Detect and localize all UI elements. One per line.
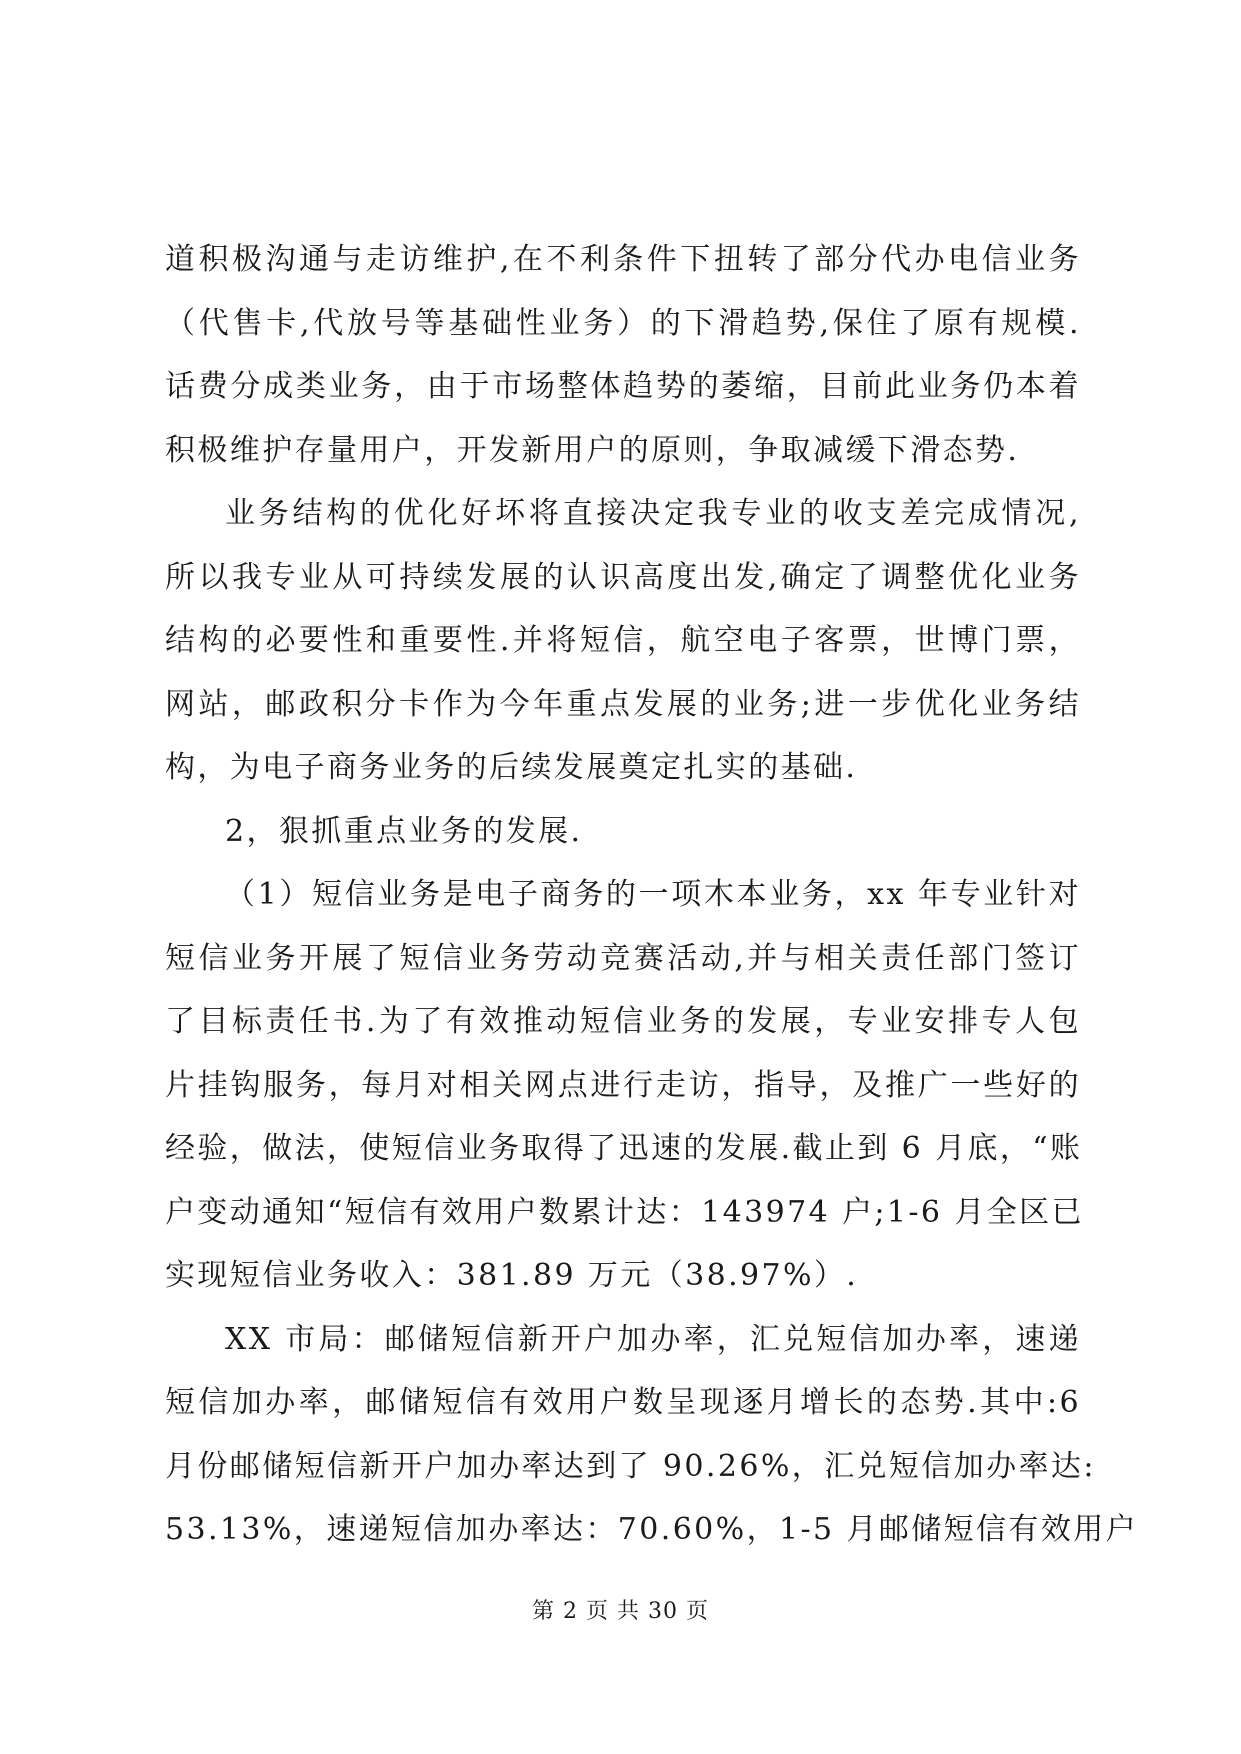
body-text xyxy=(165,228,1139,1562)
text-line: 话费分成类业务，由于市场整体趋势的萎缩，目前此业务仍本着 xyxy=(165,369,1081,404)
text-line: 积极维护存量用户，开发新用户的原则，争取减缓下滑态势. xyxy=(165,432,1020,468)
text-line: （1）短信业务是电子商务的一项木本业务，xx 年专业针对 xyxy=(225,877,1081,912)
text-line: 短信业务开展了短信业务劳动竞赛活动,并与相关责任部门签订 xyxy=(165,940,1081,976)
text-line: 片挂钩服务，每月对相关网点进行走访，指导，及推广一些好的 xyxy=(165,1067,1081,1103)
text-line: （代售卡,代放号等基础性业务）的下滑趋势,保住了原有规模. xyxy=(165,305,1081,341)
text-line: 了目标责任书.为了有效推动短信业务的发展，专业安排专人包 xyxy=(165,1004,1081,1039)
text-line: 2，狠抓重点业务的发展. xyxy=(225,813,583,849)
text-line: 经验，做法，使短信业务取得了迅速的发展.截止到 6 月底，“账 xyxy=(165,1131,1083,1166)
text-line: 实现短信业务收入：381.89 万元（38.97%）. xyxy=(165,1258,859,1293)
text-line: 所以我专业从可持续发展的认识高度出发,确定了调整优化业务 xyxy=(165,559,1081,595)
text-line: 业务结构的优化好坏将直接决定我专业的收支差完成情况, xyxy=(225,496,1081,531)
text-line: 短信加办率，邮储短信有效用户数呈现逐月增长的态势.其中:6 xyxy=(165,1385,1081,1420)
text-line: 构，为电子商务业务的后续发展奠定扎实的基础. xyxy=(165,750,858,785)
page-footer: 第 2 页 共 30 页 xyxy=(532,1599,709,1624)
text-line: XX 市局：邮储短信新开户加办率，汇兑短信加办率，速递 xyxy=(225,1321,1081,1357)
text-line: 网站，邮政积分卡作为今年重点发展的业务;进一步优化业务结 xyxy=(165,686,1081,722)
text-line: 道积极沟通与走访维护,在不利条件下扭转了部分代办电信业务 xyxy=(165,242,1081,277)
text-line: 结构的必要性和重要性.并将短信，航空电子客票，世博门票， xyxy=(165,623,1081,658)
text-line: 53.13%，速递短信加办率达：70.60%，1-5 月邮储短信有效用户 xyxy=(165,1512,1139,1547)
text-line: 月份邮储短信新开户加办率达到了 90.26%，汇兑短信加办率达: xyxy=(165,1448,1096,1484)
text-line: 户变动通知“短信有效用户数累计达：143974 户;1-6 月全区已 xyxy=(165,1194,1084,1230)
